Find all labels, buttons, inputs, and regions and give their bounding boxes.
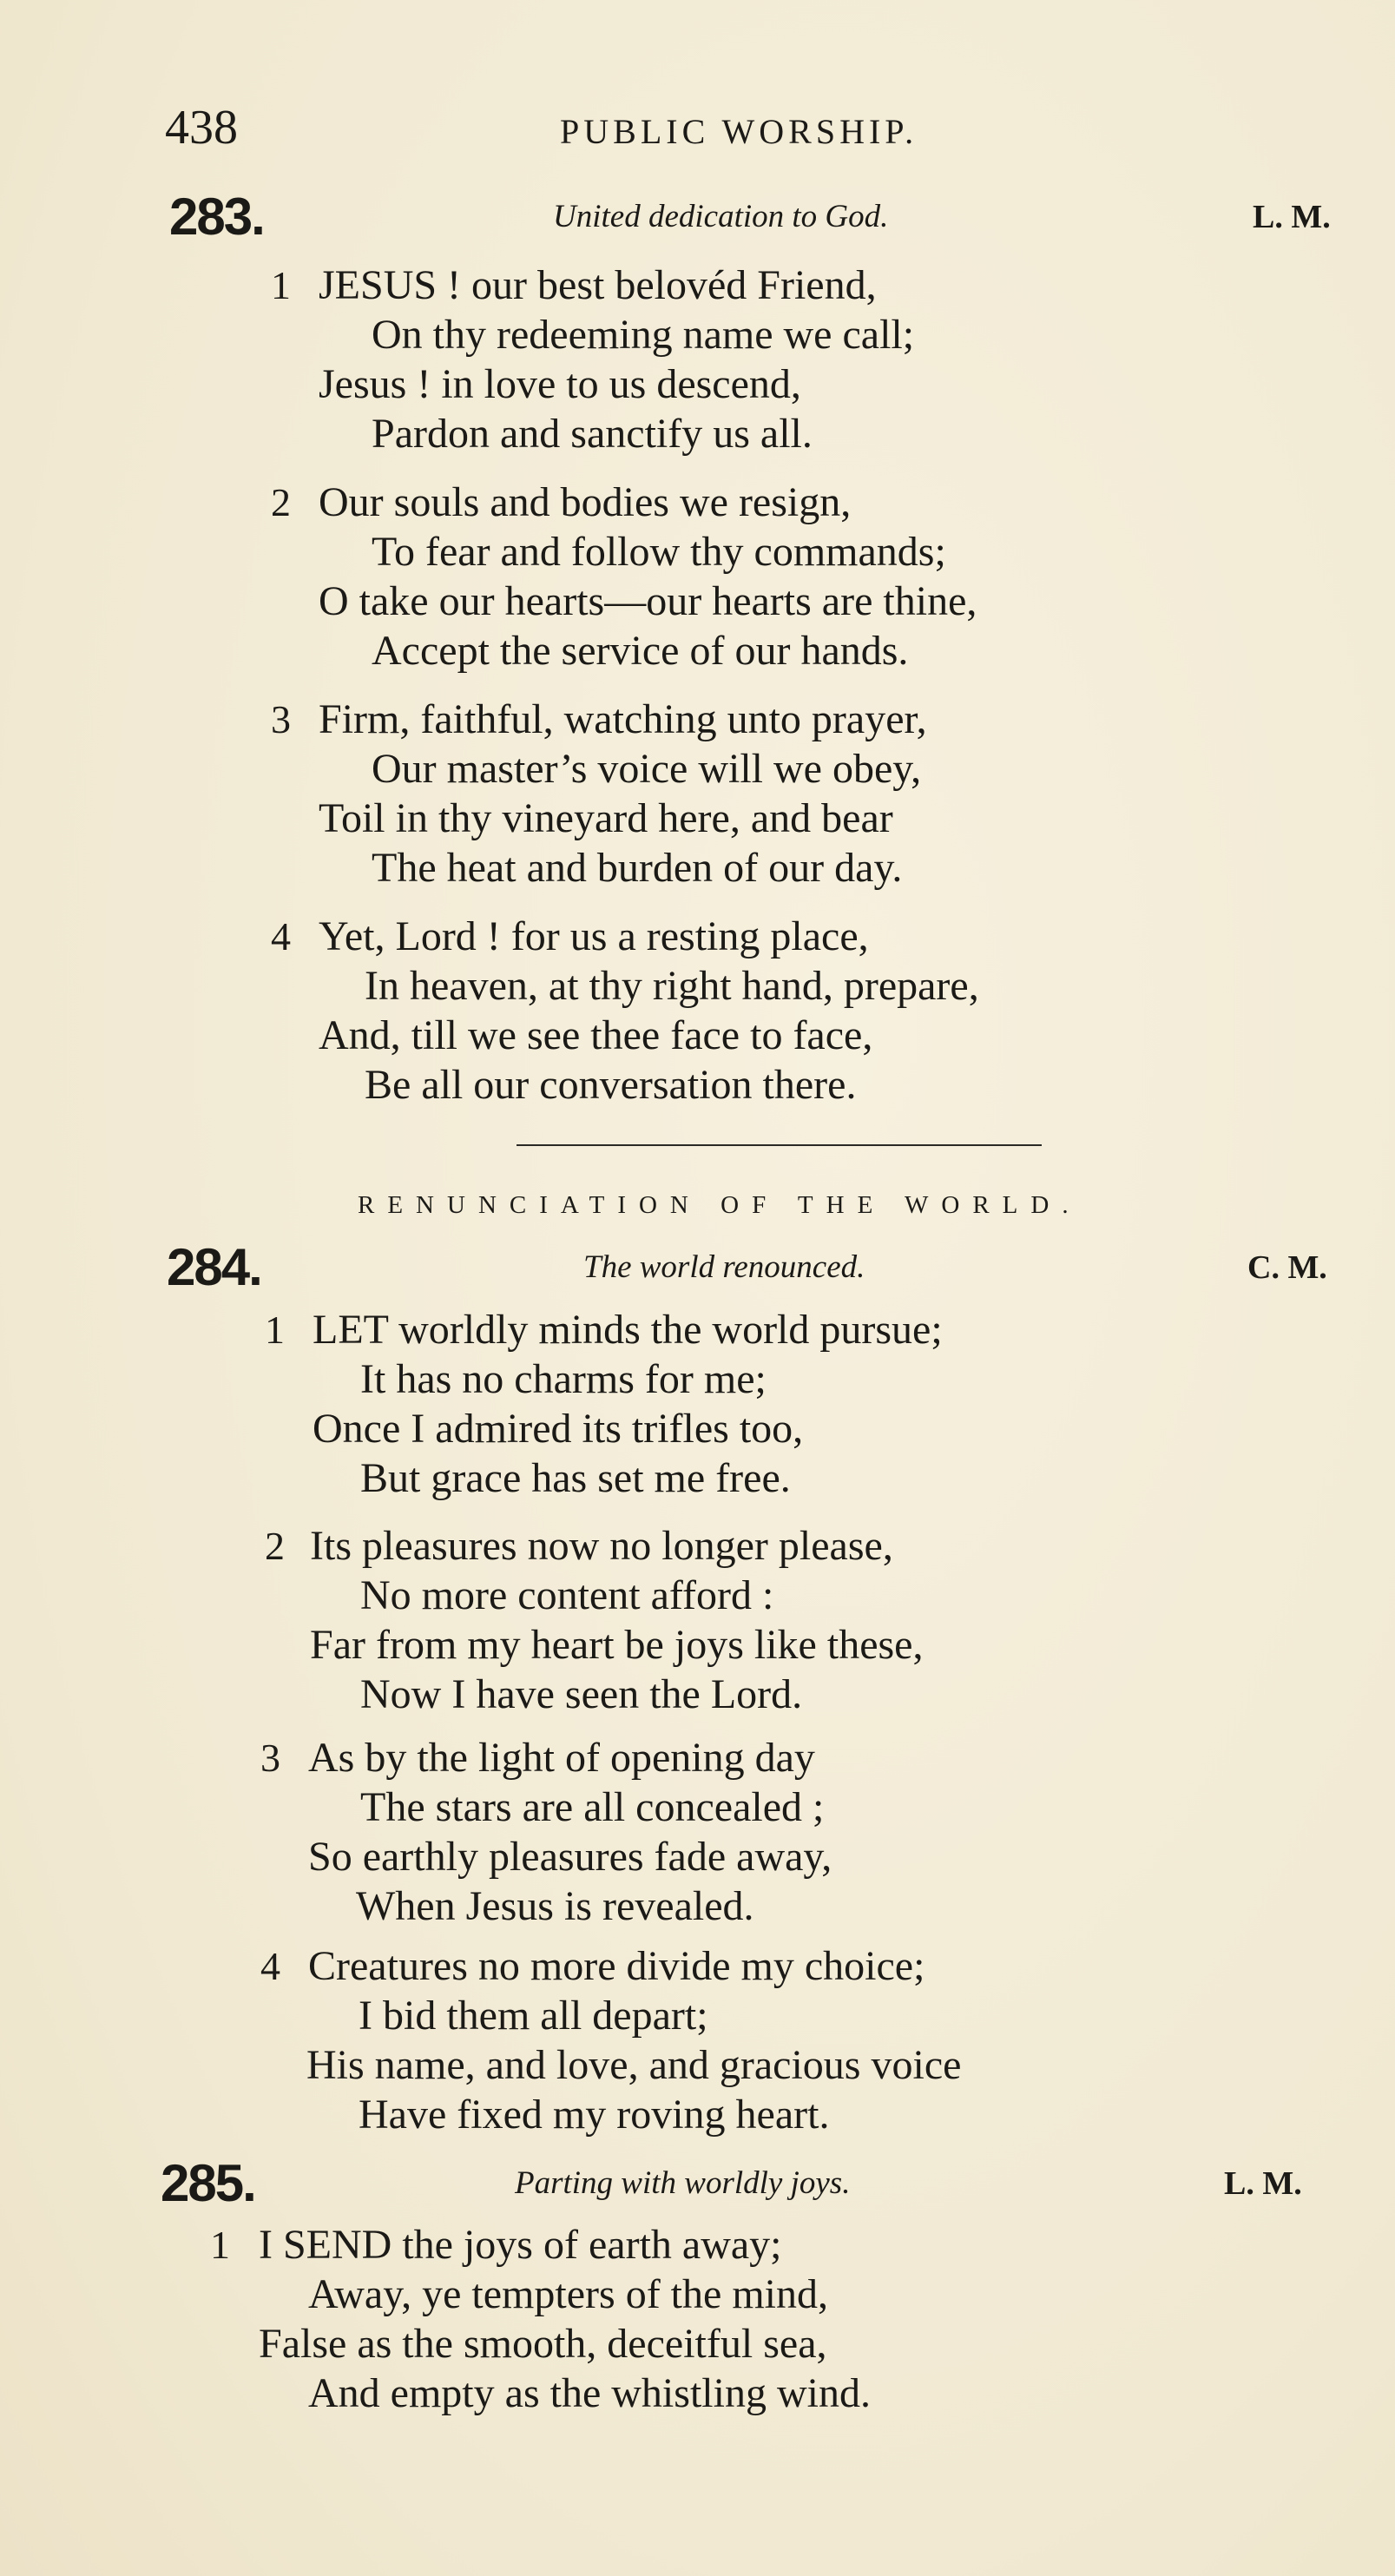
verse-line: To fear and follow thy commands; — [372, 529, 946, 575]
section-heading: RENUNCIATION OF THE WORLD. — [358, 1191, 1082, 1219]
verse-line: So earthly pleasures fade away, — [308, 1834, 832, 1880]
verse-line: No more content afford : — [360, 1572, 774, 1618]
hymn-meter: L. M. — [1224, 2165, 1302, 2202]
stanza-number: 4 — [260, 1944, 280, 1988]
hymn-meter: L. M. — [1253, 199, 1331, 235]
stanza-number: 3 — [260, 1736, 280, 1780]
verse-line: Once I admired its trifles too, — [313, 1406, 804, 1452]
verse-line: Our master’s voice will we obey, — [372, 746, 922, 792]
verse-line: When Jesus is revealed. — [356, 1883, 754, 1929]
hymn-header-285 — [161, 2153, 1350, 2214]
hymn-subtitle: The world renounced. — [583, 1249, 865, 1285]
verse-line: The stars are all concealed ; — [360, 1784, 825, 1830]
verse-line: Yet, Lord ! for us a resting place, — [319, 913, 869, 959]
verse-line: Firm, faithful, watching unto prayer, — [319, 696, 927, 742]
verse-line: Away, ye tempters of the mind, — [308, 2271, 828, 2317]
verse-line: His name, and love, and gracious voice — [306, 2042, 962, 2088]
verse-line: JESUS ! our best belovéd Friend, — [319, 262, 877, 308]
verse-line: Far from my heart be joys like these, — [310, 1622, 924, 1668]
hymn-subtitle: Parting with worldly joys. — [515, 2165, 851, 2201]
verse-line: Be all our conversation there. — [365, 1062, 857, 1108]
section-divider — [517, 1144, 1042, 1146]
verse-line: It has no charms for me; — [360, 1356, 767, 1402]
verse-line: Have fixed my roving heart. — [359, 2092, 830, 2138]
stanza-number: 2 — [265, 1524, 285, 1568]
running-head — [165, 97, 1354, 158]
hymn-number: 283. — [169, 188, 264, 246]
verse-line: And, till we see thee face to face, — [319, 1012, 873, 1058]
hymn-subtitle: United dedication to God. — [553, 199, 889, 234]
stanza-number: 1 — [265, 1308, 285, 1352]
verse-line: False as the smooth, deceitful sea, — [259, 2321, 827, 2367]
verse-line: LET worldly minds the world pursue; — [313, 1307, 943, 1353]
verse-line: As by the light of opening day — [308, 1735, 815, 1781]
verse-line: Its pleasures now no longer please, — [310, 1523, 893, 1569]
verse-line: I bid them all depart; — [359, 1993, 708, 2039]
stanza-number: 3 — [271, 697, 291, 741]
verse-line: But grace has set me free. — [360, 1455, 791, 1501]
verse-line: The heat and burden of our day. — [372, 845, 903, 891]
page-number: 438 — [165, 101, 238, 155]
stanza-number: 1 — [271, 263, 291, 307]
verse-line: Our souls and bodies we resign, — [319, 479, 852, 525]
stanza-number: 2 — [271, 480, 291, 524]
verse-line: Now I have seen the Lord. — [360, 1671, 803, 1717]
verse-line: Creatures no more divide my choice; — [308, 1943, 925, 1989]
stanza-number: 1 — [210, 2223, 230, 2267]
verse-line: Toil in thy vineyard here, and bear — [319, 795, 893, 841]
verse-line: On thy redeeming name we call; — [372, 312, 915, 358]
verse-line: Jesus ! in love to us descend, — [319, 361, 801, 407]
running-title: PUBLIC WORSHIP. — [560, 112, 918, 151]
verse-line: In heaven, at thy right hand, prepare, — [365, 963, 979, 1009]
hymn-number: 284. — [167, 1238, 261, 1296]
verse-line: And empty as the whistling wind. — [308, 2370, 871, 2416]
hymn-number: 285. — [161, 2154, 255, 2212]
verse-line: I SEND the joys of earth away; — [259, 2222, 782, 2268]
hymn-meter: C. M. — [1247, 1249, 1327, 1286]
verse-line: Pardon and sanctify us all. — [372, 411, 813, 457]
verse-line: Accept the service of our hands. — [372, 628, 909, 674]
stanza-number: 4 — [271, 914, 291, 959]
hymn-header-284 — [167, 1237, 1356, 1298]
verse-line: O take our hearts—our hearts are thine, — [319, 578, 977, 624]
hymn-header-283 — [169, 187, 1359, 247]
